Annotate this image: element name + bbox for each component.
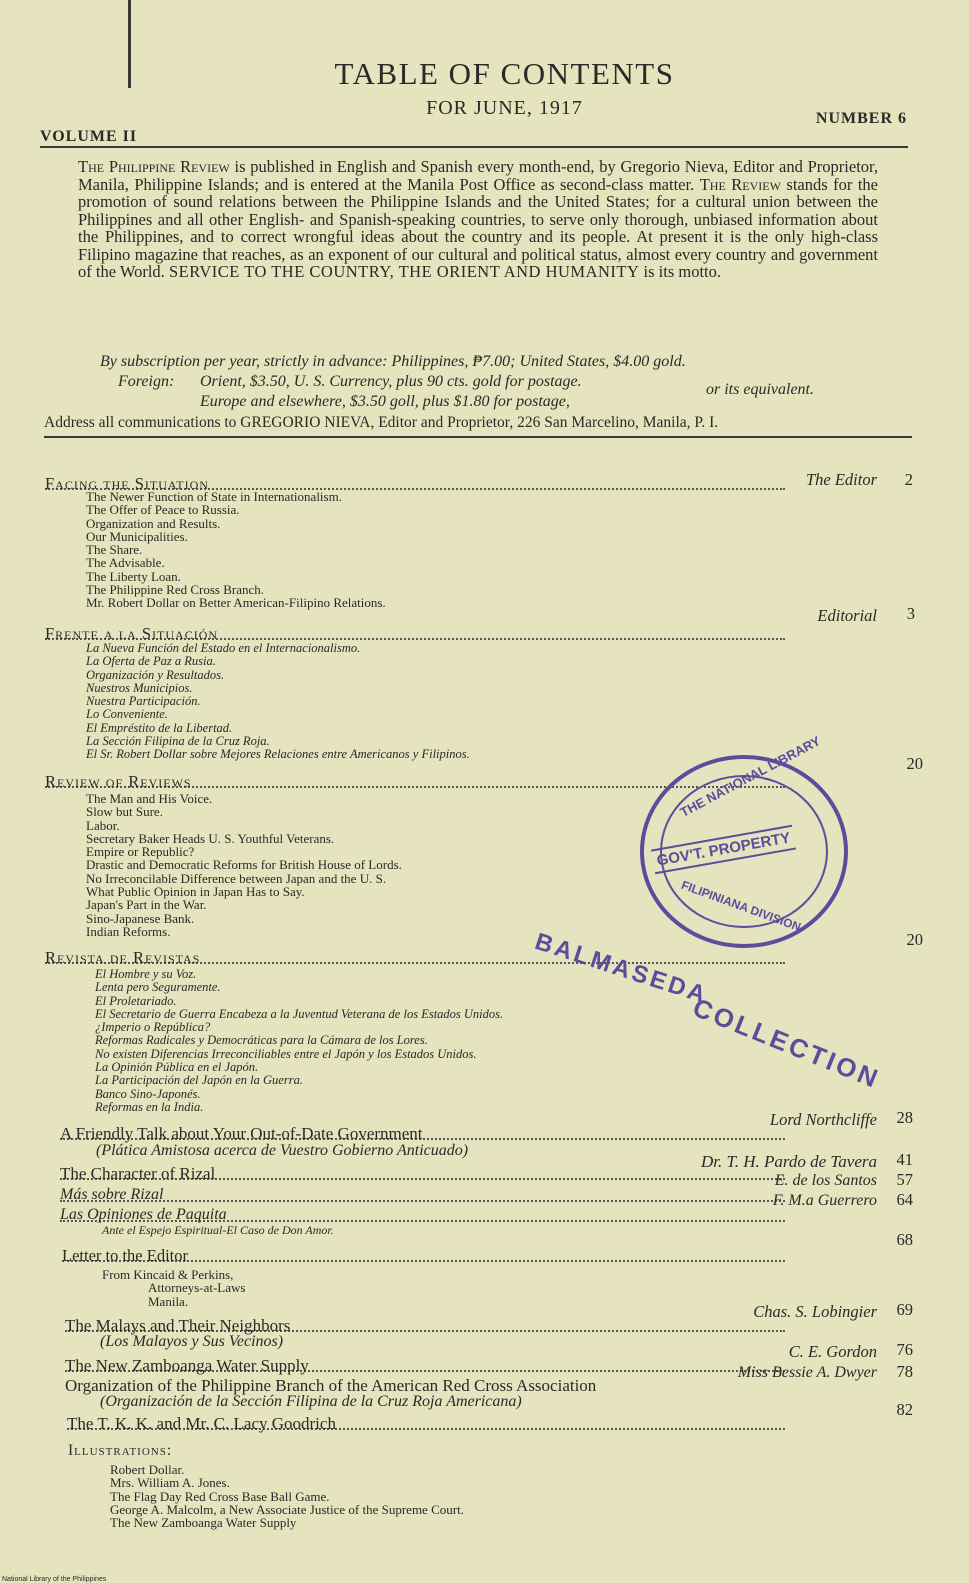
toc-author: Dr. T. H. Pardo de Tavera — [701, 1152, 877, 1171]
toc-page: 20 — [906, 930, 923, 949]
address-line: Address all communications to GREGORIO NIEVA, Editor and Proprietor, 226 San Marcelino, Manila, P. I. — [44, 414, 719, 431]
list-item: Indian Reforms. — [86, 923, 171, 939]
toc-page: 68 — [896, 1230, 913, 1249]
list-item: Robert Dollar. — [110, 1462, 185, 1477]
toc-author: E. de los Santos — [774, 1172, 877, 1189]
page-title: TABLE OF CONTENTS — [334, 56, 675, 91]
toc-page: 82 — [896, 1400, 913, 1419]
list-item: Nuestra Participación. — [86, 694, 201, 709]
list-item: Organization and Results. — [86, 515, 221, 531]
list-item: No existen Diferencias Irreconciliables entre el Japón y los Estados Unidos. — [95, 1046, 477, 1061]
toc-label: The New Zamboanga Water Supply — [65, 1356, 309, 1375]
toc-author: Chas. S. Lobingier — [753, 1302, 877, 1321]
subscription-block — [100, 352, 880, 412]
list-item: The New Zamboanga Water Supply — [110, 1515, 297, 1531]
list-item: Slow but Sure. — [86, 804, 163, 820]
toc-author: C. E. Gordon — [788, 1342, 877, 1361]
toc-label: Más sobre Rizal — [60, 1186, 164, 1203]
list-item: Labor. — [86, 817, 120, 833]
list-item: What Public Opinion in Japan Has to Say. — [86, 884, 305, 900]
list-item: Lenta pero Seguramente. — [95, 980, 221, 995]
letter-subitems — [102, 1268, 802, 1308]
list-item: El Empréstito de la Libertad. — [86, 720, 233, 735]
list-item: El Secretario de Guerra Encabeza a la Juventud Veterana de los Estados Unidos. — [95, 1006, 504, 1021]
toc-entry-friendly[interactable] — [60, 1108, 915, 1144]
toc-page: 28 — [896, 1108, 913, 1127]
frente-subitems — [86, 642, 786, 762]
subscription-line2: Orient, $3.50, U. S. Currency, plus 90 cts. gold for postage. — [200, 373, 582, 390]
list-item: La Oferta de Paz a Rusia. — [86, 654, 216, 669]
list-item: La Opinión Pública en el Japón. — [95, 1060, 259, 1075]
address-rule — [44, 436, 912, 438]
toc-author: The Editor — [805, 470, 877, 489]
list-item: The Newer Function of State in Internationalism. — [86, 489, 342, 504]
list-item: Banco Sino-Japonés. — [95, 1086, 201, 1101]
toc-page: 2 — [904, 470, 913, 489]
intro-paragraph — [78, 158, 878, 281]
list-item: The Share. — [86, 542, 143, 558]
list-item: La Participación del Japón en la Guerra. — [95, 1073, 303, 1088]
list-item: The Offer of Peace to Russia. — [86, 502, 240, 518]
friendly-spanish: (Plática Amistosa acerca de Vuestro Gobierno Anticuado) — [96, 1142, 469, 1159]
list-item: Organización y Resultados. — [86, 667, 225, 682]
list-item: No Irreconcilable Difference between Japan and the U. S. — [86, 870, 387, 886]
list-item: Drastic and Democratic Reforms for British House of Lords. — [86, 857, 402, 873]
toc-label: Review of Reviews — [45, 772, 192, 791]
intro-motto: SERVICE TO THE COUNTRY, THE ORIENT AND HUMANITY — [168, 262, 640, 281]
stamp-top-text: THE NATIONAL LIBRARY — [677, 733, 823, 820]
toc-label: The Malays and Their Neighbors — [65, 1316, 291, 1335]
toc-page: 78 — [896, 1362, 913, 1381]
list-item: El Proletariado. — [95, 993, 177, 1008]
facing-subitems — [86, 490, 786, 610]
malays-spanish: (Los Malayos y Sus Vecinos) — [100, 1333, 284, 1350]
list-item: Secretary Baker Heads U. S. Youthful Veterans. — [86, 830, 335, 846]
list-item: The Liberty Loan. — [86, 568, 181, 584]
toc-label: The T. K. K. and Mr. C. Lacy Goodrich — [67, 1414, 336, 1433]
list-item: Lo Conveniente. — [86, 707, 168, 722]
illustrations-list — [110, 1463, 464, 1529]
subscription-equiv: or its equivalent. — [706, 381, 814, 398]
list-item: The Advisable. — [86, 555, 165, 571]
toc-label: Letter to the Editor — [62, 1246, 188, 1265]
list-item: The Man and His Voice. — [86, 791, 213, 806]
toc-label: Organization of the Philippine Branch of the American Red Cross Association — [65, 1376, 597, 1395]
illustrations-heading: Illustrations: — [68, 1442, 173, 1459]
page-subtitle: FOR JUNE, 1917 — [426, 97, 583, 119]
list-item: La Nueva Función del Estado en el Internacionalismo. — [86, 641, 361, 655]
list-item: The Philippine Red Cross Branch. — [86, 582, 265, 598]
redcross-spanish: (Organización de la Sección Filipina de la Cruz Roja Americana) — [100, 1393, 522, 1410]
list-item: ¿Imperio o República? — [95, 1020, 211, 1035]
toc-page: 69 — [896, 1300, 913, 1319]
header-rule — [40, 146, 908, 148]
list-item: Nuestros Municipios. — [86, 680, 193, 695]
toc-author: F. M.a Guerrero — [772, 1192, 877, 1209]
intro-review: The Review — [699, 174, 781, 194]
toc-author: Editorial — [817, 606, 877, 625]
list-item: La Sección Filipina de la Cruz Roja. — [86, 734, 270, 749]
toc-page: 41 — [896, 1150, 913, 1169]
subscription-line3: Europe and elsewhere, $3.50 goll, plus $1.80 for postage, — [200, 393, 570, 410]
list-item: George A. Malcolm, a New Associate Justice of the Supreme Court. — [110, 1501, 464, 1517]
toc-label: A Friendly Talk about Your Out-of-Date Government — [60, 1124, 423, 1143]
toc-page: 20 — [906, 754, 923, 773]
intro-text2: stands for the promotion of sound relations between the Philippine Islands and the United States; for a cultural union between the Philippines and all other English- and Spanish-speaking countries, to serve only thorough, unbiased information about the Philippines, and to correct wrongful ideas about the country and its people. At present it is the only high-class Filipino magazine that reaches, as an exponent of our cultural and political status, almost every country and government of the World. — [78, 174, 879, 281]
toc-label: Las Opiniones de Paquita — [60, 1206, 227, 1223]
foreign-label: Foreign: — [118, 373, 175, 390]
paquita-sub: Ante el Espejo Espiritual-El Caso de Don Amor. — [102, 1223, 334, 1237]
toc-author: Lord Northcliffe — [769, 1110, 877, 1129]
list-item: Japan's Part in the War. — [86, 897, 207, 913]
list-item: El Hombre y su Voz. — [95, 967, 197, 981]
number-label: NUMBER 6 — [815, 110, 907, 127]
list-item: Our Municipalities. — [86, 528, 188, 544]
list-item: Reformas en la India. — [95, 1099, 204, 1114]
list-item: Attorneys-at-Laws — [148, 1280, 246, 1296]
intro-lead: The Philippine Review — [78, 157, 230, 176]
list-item: El Sr. Robert Dollar sobre Mejores Relaciones entre Americanos y Filipinos. — [86, 747, 470, 762]
toc-page: 57 — [896, 1170, 913, 1189]
toc-label: Facing the Situation — [45, 474, 209, 493]
toc-label: Revista de Revistas — [45, 948, 201, 967]
toc-label: The Character of Rizal — [60, 1164, 216, 1183]
toc-label: Frente a la Situación — [45, 624, 219, 643]
stamp-middle-text: GOV'T. PROPERTY — [651, 825, 796, 874]
collection-stamp-a: BALMASEDA — [531, 928, 712, 1010]
list-item: Mrs. William A. Jones. — [110, 1475, 230, 1491]
list-item: Empire or Republic? — [86, 844, 195, 860]
list-item: Sino-Japanese Bank. — [86, 910, 195, 926]
library-stamp — [640, 733, 848, 948]
volume-label: VOLUME II — [40, 128, 138, 145]
intro-text: is published in English and Spanish every month-end, by Gregorio Nieva, Editor and Proprietor, Manila, Philippine Islands; and is entered at the Manila Post Office as second-class matter. — [78, 157, 878, 194]
intro-motto-tail: is its motto. — [639, 262, 721, 281]
toc-page: 3 — [906, 604, 915, 623]
list-item: Reformas Radicales y Democráticas para la Cámara de los Lores. — [95, 1033, 428, 1048]
collection-stamp-b: COLLECTION — [688, 992, 885, 1095]
stamp-bottom-text: FILIPINIANA DIVISION — [679, 877, 803, 935]
toc-page: 64 — [896, 1190, 913, 1209]
toc-page: 76 — [896, 1340, 913, 1359]
subscription-line1: By subscription per year, strictly in advance: Philippines, ₱7.00; United States, $4.00 gold. — [100, 353, 686, 370]
list-item: From Kincaid & Perkins, — [102, 1267, 234, 1282]
list-item: Manila. — [148, 1293, 189, 1309]
footer-credit: National Library of the Philippines — [2, 1576, 107, 1583]
list-item: The Flag Day Red Cross Base Ball Game. — [110, 1488, 330, 1504]
list-item: Mr. Robert Dollar on Better American-Filipino Relations. — [86, 595, 386, 611]
toc-author: Miss Bessie A. Dwyer — [737, 1364, 877, 1381]
